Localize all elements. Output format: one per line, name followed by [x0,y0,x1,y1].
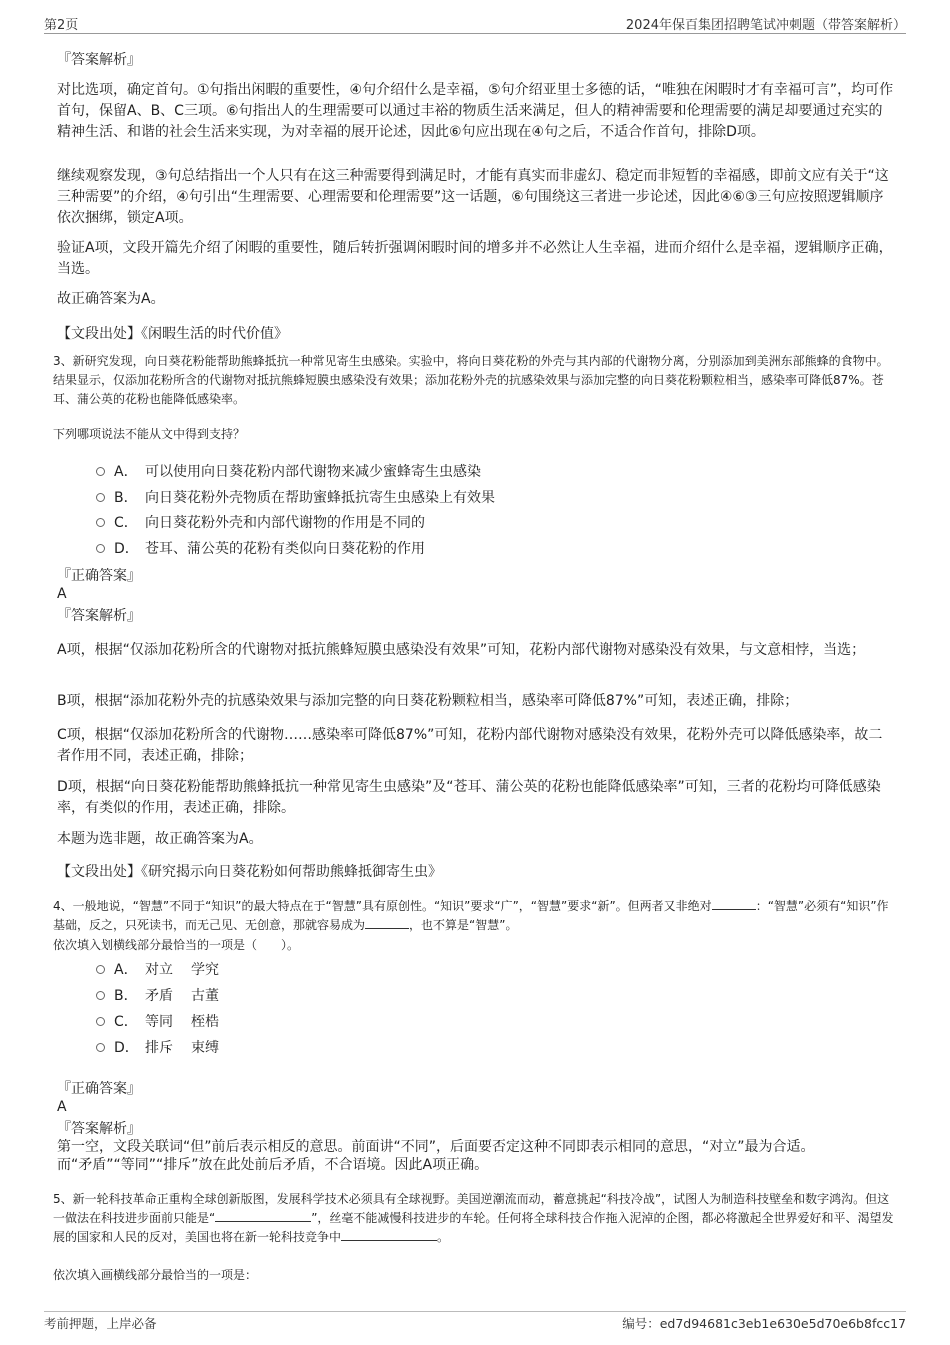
source-citation: 【文段出处】《闲暇生活的时代价值》 [57,326,288,342]
fill-blank [215,1209,311,1222]
question-4-stem: 4、一般地说，“智慧”不同于“知识”的最大特点在于“智慧”具有原创性。“知识”要求“广”，“智慧”要求“新”。但两者又非绝对 ：“智慧”必须有“知识”作基础，反之，只死读书，而无己见、无创意，那就容易成为 ，也不算是“智慧”。 [53,899,889,932]
option-a[interactable]: A． 对立 学究 [96,958,219,980]
answer-label: 『正确答案』 [57,1081,141,1097]
radio-icon[interactable] [96,991,105,1000]
radio-icon[interactable] [96,544,105,553]
answer-value: A [57,1099,67,1115]
radio-icon[interactable] [96,1043,105,1052]
source-citation: 【文段出处】《研究揭示向日葵花粉如何帮助熊蜂抵御寄生虫》 [57,864,442,880]
document-id: 编号：ed7d94681c3eb1e630e5d70e6b8fcc17 [622,1316,906,1331]
fill-blank [712,897,756,910]
analysis-paragraph: A项，根据“仅添加花粉所含的代谢物对抵抗熊蜂短膜虫感染没有效果”可知，花粉内部代谢物对感染没有效果，与文意相悖，当选； [57,642,866,658]
analysis-paragraph: D项，根据“向日葵花粉能帮助熊蜂抵抗一种常见寄生虫感染”及“苍耳、蒲公英的花粉也能降低感染率”可知，三者的花粉均可降低感染率，有类似的作用，表述正确，排除。 [57,779,881,816]
radio-icon[interactable] [96,518,105,527]
analysis-paragraph: 继续观察发现，③句总结指出一个人只有在这三种需要得到满足时，才能有真实而非虚幻、稳定而非短暂的幸福感，即前文应有关于“这三种需要”的介绍，④句引出“生理需要、心理需要和伦理需要”这一话题，⑥句围绕这三者进一步论述，因此④⑥③三句应按照逻辑顺序依次捆绑，锁定A项。 [57,168,889,226]
fill-blank [365,916,409,929]
analysis-label: 『答案解析』 [57,52,141,68]
option-c[interactable]: C． 向日葵花粉外壳和内部代谢物的作用是不同的 [96,511,425,533]
question-4-prompt: 依次填入划横线部分最恰当的一项是（ ）。 [53,938,300,952]
question-5-prompt: 依次填入画横线部分最恰当的一项是： [53,1268,258,1282]
analysis-paragraph: 故正确答案为A。 [57,291,165,307]
option-b[interactable]: B． 向日葵花粉外壳物质在帮助蜜蜂抵抗寄生虫感染上有效果 [96,486,495,508]
radio-icon[interactable] [96,493,105,502]
analysis-paragraph: 第一空，文段关联词“但”前后表示相反的意思。前面讲“不同”，后面要否定这种不同即表示相同的意思，“对立”最为合适。 [57,1139,815,1155]
analysis-paragraph: 对比选项，确定首句。①句指出闲暇的重要性，④句介绍什么是幸福，⑤句介绍亚里士多德的话，“唯独在闲暇时才有幸福可言”，均可作首句，保留A、B、C三项。⑥句指出人的生理需要可以通过丰裕的物质生活来满足，但人的精神需要和伦理需要的满足却要通过充实的精神生活、和谐的社会生活来实现，为对幸福的展开论述，因此⑥句应出现在④句之后，不适合作首句，排除D项。 [57,82,894,140]
page-number: 第2页 [44,18,79,33]
footer-slogan: 考前押题，上岸必备 [44,1316,157,1331]
question-3-stem: 3、新研究发现，向日葵花粉能帮助熊蜂抵抗一种常见寄生虫感染。实验中，将向日葵花粉的外壳与其内部的代谢物分离，分别添加到美洲东部熊蜂的食物中。结果显示，仅添加花粉所含的代谢物对抵抗熊蜂短膜虫感染没有效果；添加花粉外壳的抗感染效果与添加完整的向日葵花粉颗粒相当，感染率可降低87%。苍耳、蒲公英的花粉也能降低感染率。 [53,354,889,406]
answer-label: 『正确答案』 [57,568,141,584]
footer-divider [44,1311,906,1312]
document-title: 2024年保百集团招聘笔试冲刺题（带答案解析） [625,18,906,33]
analysis-paragraph: 而“矛盾”“等同”“排斥”放在此处前后矛盾，不合语境。因此A项正确。 [57,1157,489,1173]
option-b[interactable]: B． 矛盾 古董 [96,984,219,1006]
question-3-prompt: 下列哪项说法不能从文中得到支持？ [53,427,246,441]
radio-icon[interactable] [96,965,105,974]
option-a[interactable]: A． 可以使用向日葵花粉内部代谢物来减少蜜蜂寄生虫感染 [96,460,481,482]
analysis-paragraph: 本题为选非题，故正确答案为A。 [57,831,263,847]
analysis-paragraph: 验证A项，文段开篇先介绍了闲暇的重要性，随后转折强调闲暇时间的增多并不必然让人生幸福，进而介绍什么是幸福，逻辑顺序正确，当选。 [57,240,893,277]
analysis-paragraph: C项，根据“仅添加花粉所含的代谢物……感染率可降低87%”可知，花粉内部代谢物对感染没有效果，花粉外壳可以降低感染率，故二者作用不同，表述正确，排除； [57,727,883,764]
option-d[interactable]: D． 苍耳、蒲公英的花粉有类似向日葵花粉的作用 [96,537,425,559]
question-5-stem: 5、新一轮科技革命正重构全球创新版图，发展科学技术必须具有全球视野。美国逆潮流而动，蓄意挑起“科技冷战”，试图人为制造科技壁垒和数字鸿沟。但这一做法在科技进步面前只能是“ ”，丝毫不能减慢科技进步的车轮。任何将全球科技合作拖入泥淖的企图，都必将激起全世界爱好和平、渴望发展的国家和人民的反对，美国也将在新一轮科技竞争中 。 [53,1192,894,1244]
analysis-label: 『答案解析』 [57,608,141,624]
option-d[interactable]: D． 排斥 束缚 [96,1036,219,1058]
analysis-label: 『答案解析』 [57,1121,141,1137]
option-c[interactable]: C． 等同 桎梏 [96,1010,219,1032]
radio-icon[interactable] [96,1017,105,1026]
fill-blank [341,1228,437,1241]
radio-icon[interactable] [96,467,105,476]
answer-value: A [57,586,67,602]
header-divider [44,33,906,34]
analysis-paragraph: B项，根据“添加花粉外壳的抗感染效果与添加完整的向日葵花粉颗粒相当，感染率可降低87%”可知，表述正确，排除； [57,693,799,709]
